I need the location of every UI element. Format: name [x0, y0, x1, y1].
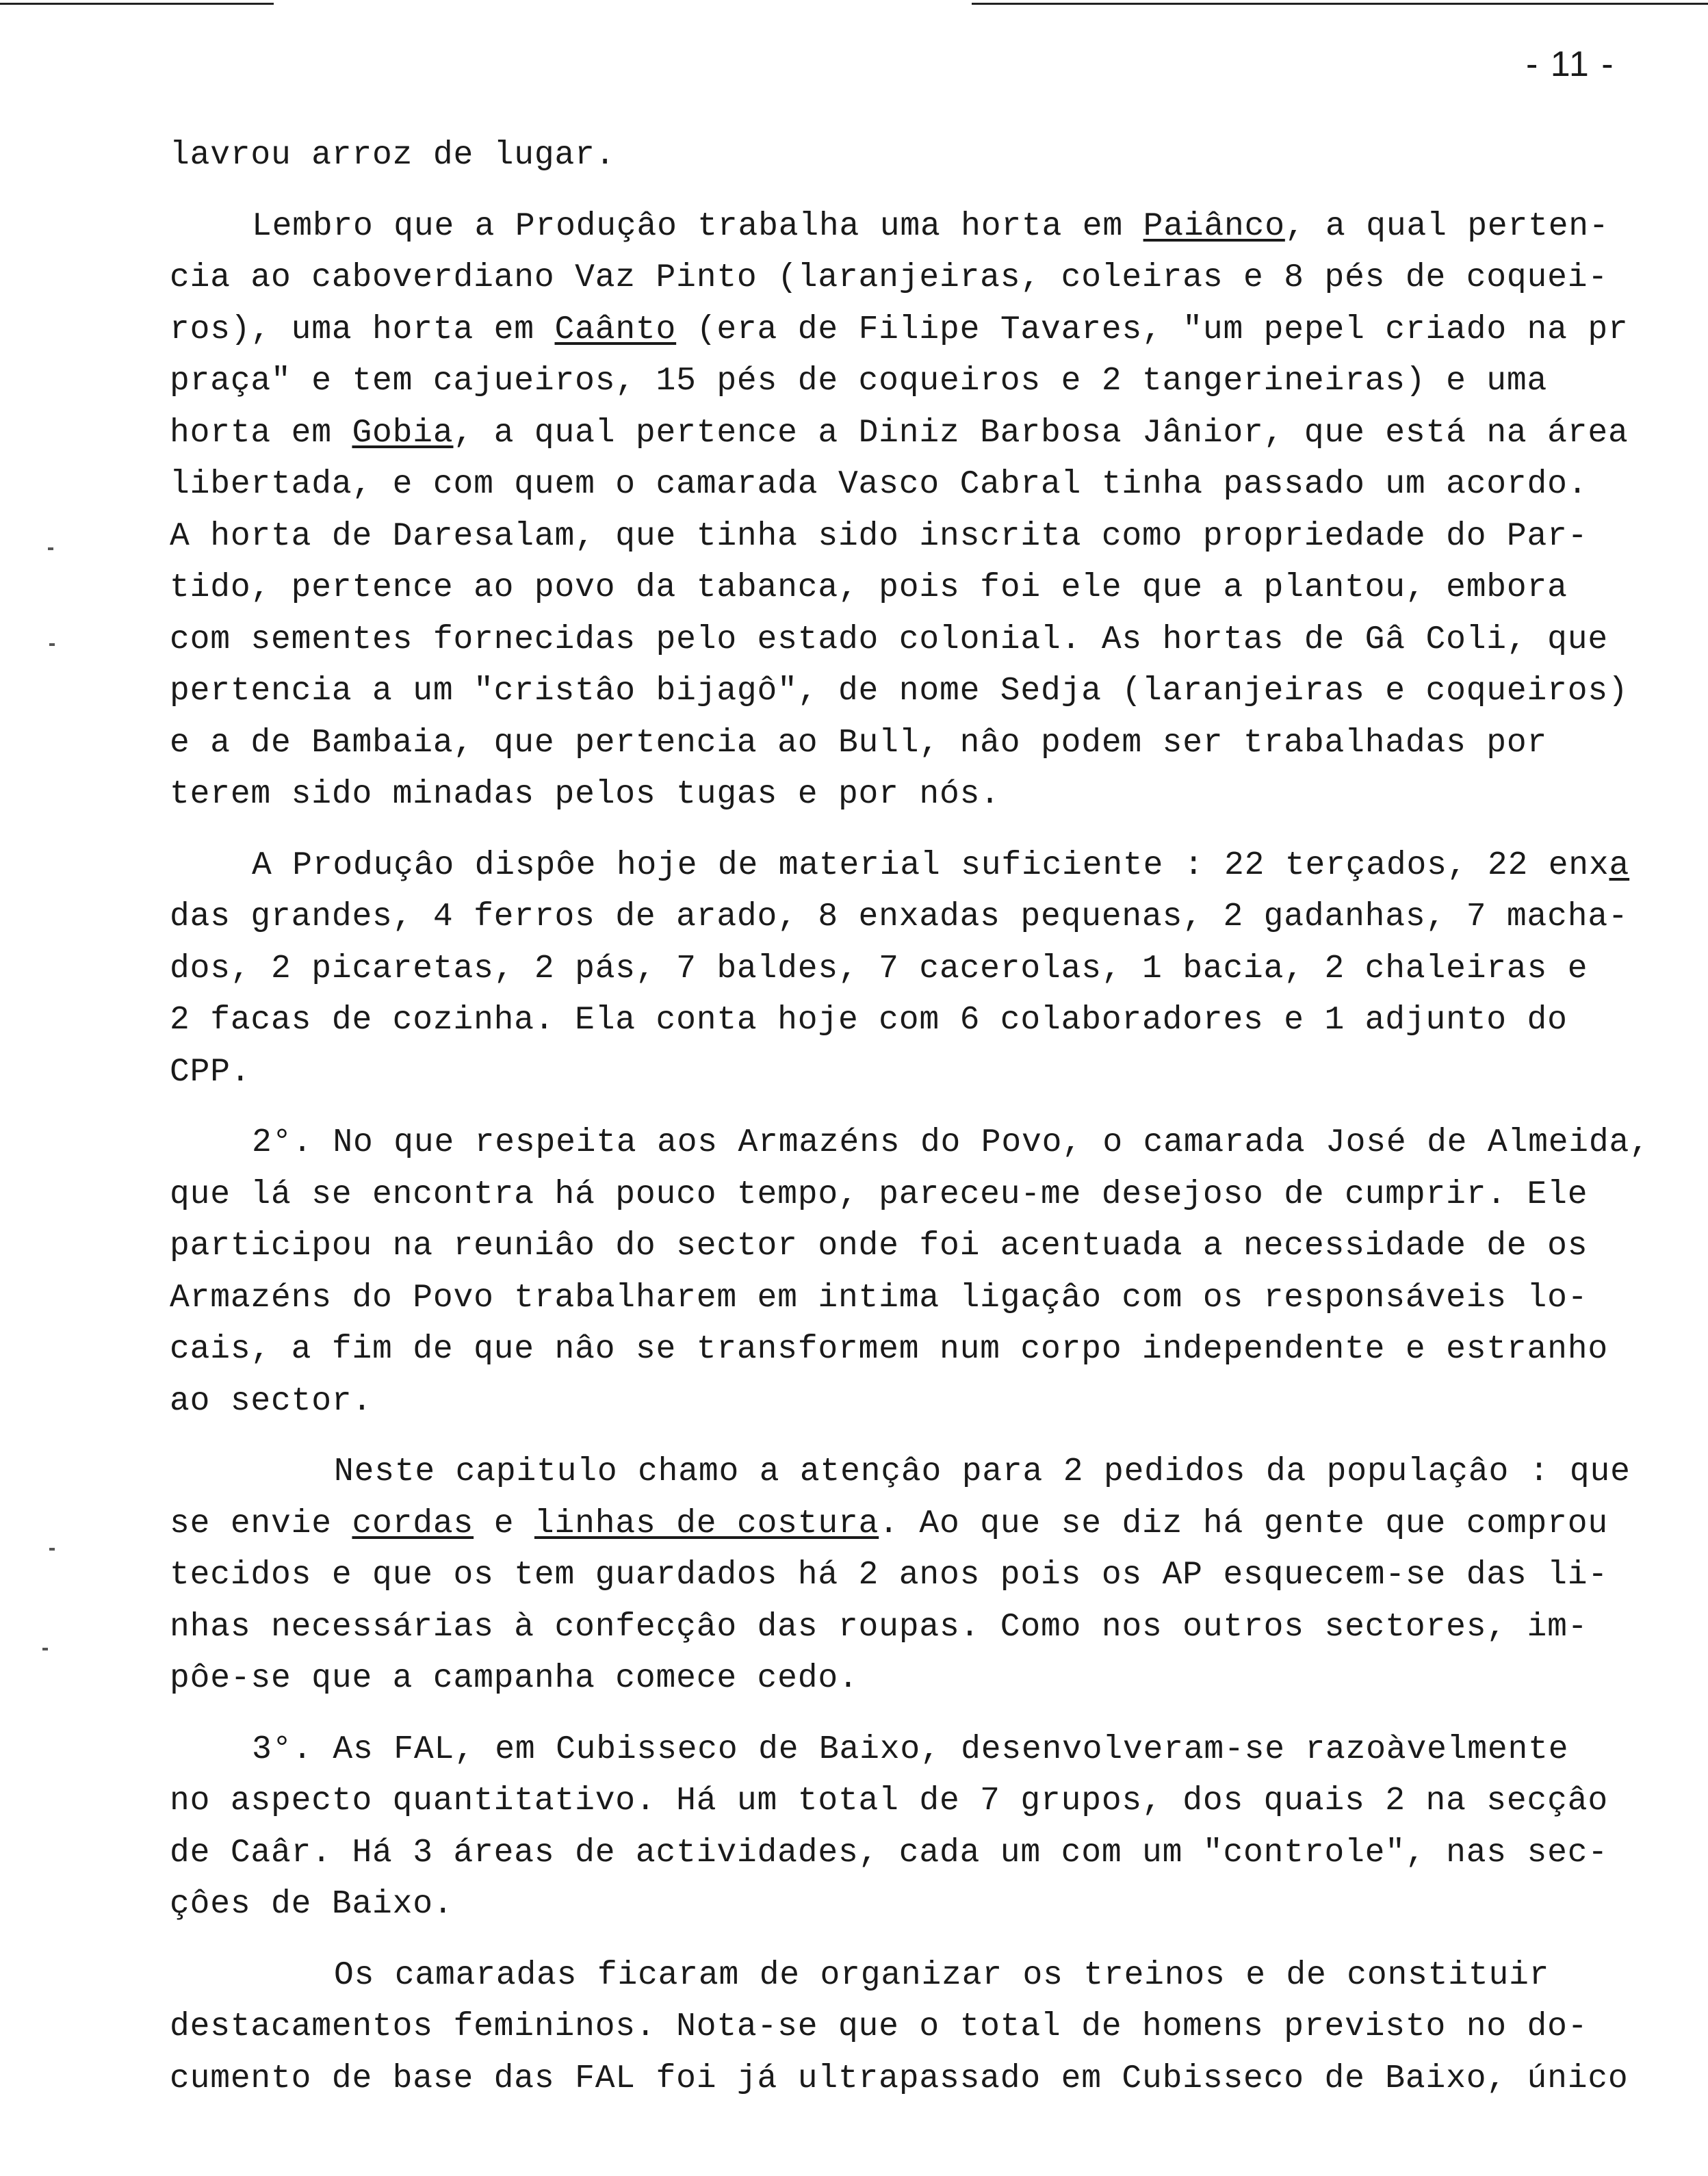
text-run: A horta de Daresalam, que tinha sido inscrita como propriedade do Par-	[170, 517, 1588, 555]
text-run: participou na reuniâo do sector onde foi acentuada a necessidade de os	[170, 1228, 1588, 1265]
paragraph-3	[170, 840, 1682, 1099]
text-run: 2°. No que respeita aos Armazéns do Povo, o camarada José de Almeida,	[252, 1124, 1650, 1161]
margin-mark	[48, 547, 53, 550]
text-run: Os camaradas ficaram de organizar os treinos e de constituir	[334, 1956, 1550, 1994]
text-line	[170, 511, 1682, 563]
text-line	[170, 1169, 1682, 1221]
text-run: cais, a fim de que nâo se transformem num corpo independente e estranho	[170, 1331, 1608, 1368]
text-line	[170, 2054, 1682, 2106]
text-line	[170, 769, 1682, 821]
text-line	[170, 201, 1682, 253]
text-line	[170, 252, 1682, 305]
text-run: tecidos e que os tem guardados há 2 anos pois os AP esquecem-se das li-	[170, 1557, 1608, 1594]
underlined-term: Gobia	[352, 414, 454, 452]
text-run: Armazéns do Povo trabalharem em intima ligaçâo com os responsáveis lo-	[170, 1279, 1588, 1317]
text-line	[170, 1117, 1682, 1169]
margin-mark	[49, 643, 55, 646]
text-run: pertencia a um "cristâo bijagô", de nome Sedja (laranjeiras e coqueiros)	[170, 673, 1629, 710]
text-run: com sementes fornecidas pelo estado colonial. As hortas de Gâ Coli, que	[170, 621, 1608, 658]
text-line	[170, 892, 1682, 944]
text-line	[170, 130, 1682, 182]
margin-mark	[42, 1648, 48, 1650]
text-line	[170, 1273, 1682, 1325]
text-line	[170, 1879, 1682, 1931]
text-line	[170, 718, 1682, 770]
text-line	[170, 408, 1682, 460]
document-body	[170, 130, 1682, 2105]
underlined-term: a	[1609, 846, 1630, 884]
text-run: A Produçâo dispôe hoje de material suficiente : 22 terçados, 22 enx	[252, 846, 1609, 884]
text-run: Lembro que a Produçâo trabalha uma horta em	[252, 207, 1143, 245]
margin-mark	[49, 1548, 55, 1551]
paragraph-4	[170, 1117, 1682, 1427]
text-run: horta em	[170, 414, 352, 452]
text-line	[170, 840, 1682, 892]
paragraph-7	[170, 1950, 1682, 2106]
text-run: ao sector.	[170, 1382, 373, 1420]
text-line	[170, 1221, 1682, 1273]
text-run: ros), uma horta em	[170, 311, 555, 348]
text-line	[170, 305, 1682, 357]
underlined-term: linhas de costura	[534, 1505, 879, 1542]
text-line	[170, 356, 1682, 408]
text-line	[170, 1828, 1682, 1880]
text-run: dos, 2 picaretas, 2 pás, 7 baldes, 7 cacerolas, 1 bacia, 2 chaleiras e	[170, 950, 1588, 987]
text-run: CPP.	[170, 1053, 251, 1091]
text-run: no aspecto quantitativo. Há um total de 7 grupos, dos quais 2 na secçâo	[170, 1783, 1608, 1819]
text-run: lavrou arroz de lugar.	[170, 137, 616, 174]
paragraph-2	[170, 201, 1682, 821]
text-line	[170, 1950, 1682, 2002]
text-run: çôes de Baixo.	[170, 1886, 454, 1923]
text-line	[170, 1724, 1682, 1776]
text-line	[170, 1324, 1682, 1376]
underlined-term: cordas	[352, 1505, 474, 1542]
text-line	[170, 1776, 1682, 1828]
text-run: e	[474, 1505, 534, 1542]
underlined-term: Paiânco	[1143, 207, 1285, 245]
text-line	[170, 1376, 1682, 1428]
paragraph-1	[170, 130, 1682, 182]
text-run: se envie	[170, 1505, 352, 1542]
text-run: praça" e tem cajueiros, 15 pés de coqueiros e 2 tangerineiras) e uma	[170, 363, 1548, 400]
text-run: , a qual pertence a Diniz Barbosa Jânior, que está na área	[453, 414, 1629, 452]
text-line	[170, 1602, 1682, 1654]
text-run: das grandes, 4 ferros de arado, 8 enxadas pequenas, 2 gadanhas, 7 macha-	[170, 898, 1629, 935]
text-run: . Ao que se diz há gente que comprou	[879, 1505, 1608, 1542]
text-line	[170, 1047, 1682, 1099]
text-line	[170, 995, 1682, 1047]
text-run: terem sido minadas pelos tugas e por nós.	[170, 776, 1000, 813]
text-line	[170, 1499, 1682, 1551]
text-run: libertada, e com quem o camarada Vasco Cabral tinha passado um acordo.	[170, 466, 1588, 503]
text-line	[170, 459, 1682, 511]
text-run: , a qual perten-	[1284, 207, 1609, 245]
page-number: - 11 -	[1526, 44, 1615, 84]
text-run: cia ao caboverdiano Vaz Pinto (laranjeiras, coleiras e 8 pés de coquei-	[170, 259, 1608, 296]
text-run: e a de Bambaia, que pertencia ao Bull, nâo podem ser trabalhadas por	[170, 724, 1548, 762]
text-line	[170, 2002, 1682, 2054]
text-run: destacamentos femininos. Nota-se que o total de homens previsto no do-	[170, 2008, 1588, 2045]
text-run: Neste capitulo chamo a atençâo para 2 pedidos da populaçâo : que	[334, 1453, 1631, 1490]
paragraph-6	[170, 1724, 1682, 1931]
text-line	[170, 614, 1682, 666]
paragraph-5	[170, 1447, 1682, 1705]
underlined-term: Caânto	[554, 311, 677, 348]
text-run: nhas necessárias à confecçâo das roupas. Como nos outros sectores, im-	[170, 1608, 1588, 1646]
top-border-line-right	[972, 3, 1708, 5]
text-run: tido, pertence ao povo da tabanca, pois foi ele que a plantou, embora	[170, 569, 1568, 606]
text-line	[170, 562, 1682, 614]
text-line	[170, 666, 1682, 718]
text-line	[170, 1653, 1682, 1705]
text-line	[170, 1550, 1682, 1602]
text-line	[170, 944, 1682, 996]
text-run: 2 facas de cozinha. Ela conta hoje com 6 colaboradores e 1 adjunto do	[170, 1002, 1568, 1039]
text-run: pôe-se que a campanha comece cedo.	[170, 1660, 859, 1697]
text-run: de Caâr. Há 3 áreas de actividades, cada um com um "controle", nas sec-	[170, 1834, 1608, 1871]
text-run: cumento de base das FAL foi já ultrapassado em Cubisseco de Baixo, único	[170, 2060, 1629, 2097]
text-run: 3°. As FAL, em Cubisseco de Baixo, desenvolveram-se razoàvelmente	[252, 1731, 1569, 1768]
text-run: que lá se encontra há pouco tempo, pareceu-me desejoso de cumprir. Ele	[170, 1176, 1588, 1213]
text-line	[170, 1447, 1682, 1499]
top-border-line-left	[0, 3, 274, 5]
text-run: (era de Filipe Tavares, "um pepel criado na pr	[676, 311, 1629, 348]
